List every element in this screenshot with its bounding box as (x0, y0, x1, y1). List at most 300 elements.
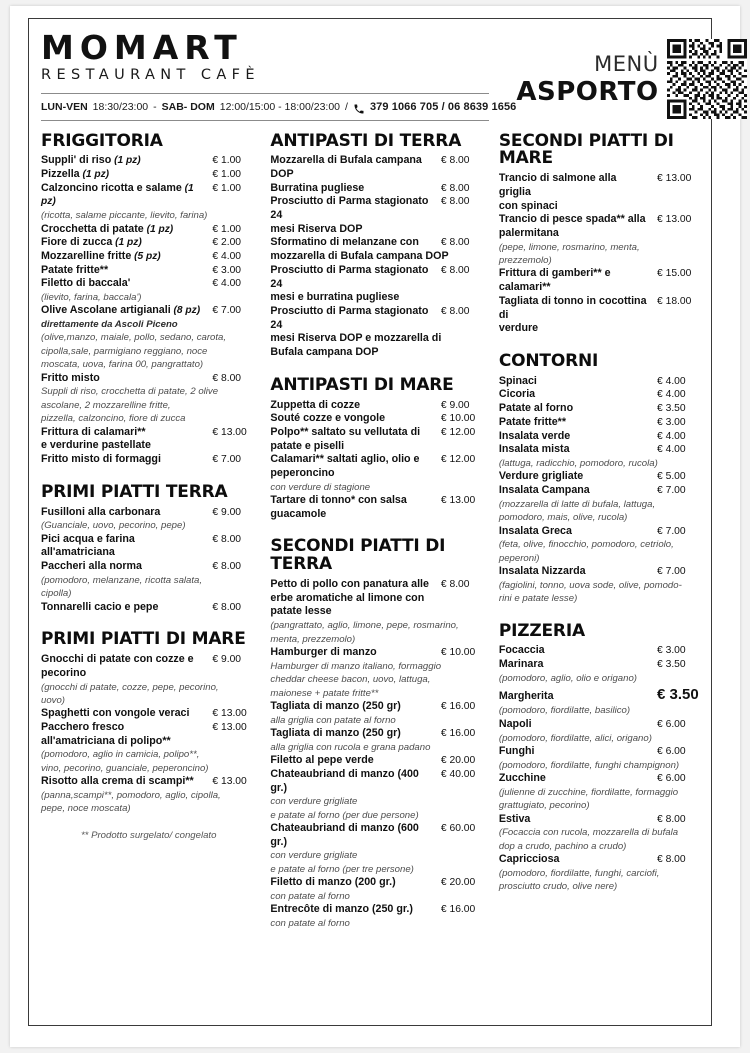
menu-item-label: Tonnarelli cacio e pepe (41, 600, 159, 613)
menu-item-name (41, 154, 141, 168)
menu-item-name (499, 658, 544, 672)
menu-item-name (499, 213, 646, 227)
menu-item-price: € 20.00 (440, 755, 476, 767)
menu-item-description: peperoni) (498, 552, 540, 564)
menu-item (41, 264, 256, 278)
menu-item-name (41, 453, 161, 467)
menu-item-label: Napoli (498, 717, 532, 730)
menu-item-label: Cicoria (498, 388, 536, 401)
menu-footnote: ** Prodotto surgelato/ congelato (80, 829, 217, 841)
menu-item-description: uovo) (41, 694, 65, 706)
menu-item-name-continued: con spinaci (498, 199, 558, 212)
menu-item-description: (fagiolini, tonno, uova sode, olive, pomodo- (498, 579, 682, 591)
menu-item-description: (pomodoro, fiordilatte, funghi, carciofi, (498, 867, 660, 879)
menu-item-price: € 8.00 (212, 561, 242, 573)
menu-item-name (499, 470, 583, 484)
menu-item-price: € 9.00 (212, 654, 242, 666)
menu-item (499, 172, 701, 199)
menu-item-label: Tagliata di manzo (250 gr) (270, 699, 401, 712)
menu-item (499, 718, 701, 732)
menu-item-name (499, 644, 545, 658)
menu-item (41, 372, 256, 386)
menu-item-name (499, 525, 572, 539)
menu-item-price: € 3.50 (657, 686, 699, 704)
menu-item-price: € 3.00 (657, 645, 686, 657)
menu-item-price: € 16.00 (440, 700, 476, 712)
menu-item-price: € 3.00 (212, 264, 242, 276)
menu-item-description: ascolane, 2 mozzarelline fritte, (41, 399, 171, 411)
menu-item-label: Insalata verde (498, 429, 571, 442)
menu-item-price: € 13.00 (212, 722, 247, 734)
menu-item-price: € 1.00 (212, 182, 242, 194)
menu-item-name (499, 388, 535, 402)
menu-item-label: Polpo** saltato su vellutata di (270, 425, 421, 438)
menu-item-description: (pomodoro, fiordilatte, basilico) (498, 705, 631, 717)
menu-item (270, 154, 484, 181)
menu-item-description: alla griglia con patate al forno (270, 714, 396, 726)
menu-item (41, 775, 256, 789)
hours-time-weekend: 12:00/15:00 - 18:00/23:00 (219, 100, 341, 113)
menu-item-description: (pomodoro, fiordilatte, alici, origano) (498, 732, 652, 744)
menu-item-price: € 13.00 (657, 214, 692, 226)
menu-item (270, 768, 484, 795)
section-title: SECONDI PIATTI DI TERRA (270, 536, 446, 575)
menu-item-description: (pomodoro, aglio, olio e origano) (498, 672, 638, 684)
menu-item-description: (ricotta, salame piccante, lievito, farina) (41, 210, 208, 222)
menu-item-name-continued: mozzarella di Bufala campana DOP (270, 250, 449, 263)
menu-item-price: € 8.00 (440, 182, 470, 194)
menu-item-quantity: (1 pz) (41, 182, 194, 208)
menu-item-description: prezzemolo) (498, 255, 552, 267)
menu-item-label: Funghi (498, 744, 535, 757)
menu-item-name (270, 195, 434, 222)
menu-item-description: cipolla,sale, parmigiano reggiano, noce (41, 345, 208, 357)
menu-item-name (270, 494, 406, 508)
menu-item-label: Insalata Greca (498, 524, 572, 537)
menu-item-name (41, 506, 160, 520)
menu-item-name (499, 772, 546, 786)
hours-separator-2: / (345, 100, 348, 113)
menu-column-3 (491, 130, 701, 1013)
menu-item-price: € 3.00 (657, 416, 686, 428)
menu-item-label: Spinaci (498, 374, 537, 387)
menu-item-price: € 3.50 (657, 403, 686, 415)
qr-code-icon[interactable] (667, 39, 747, 119)
menu-item-label: Tartare di tonno* con salsa (270, 494, 407, 507)
menu-item-quantity: (1 pz) (112, 237, 142, 249)
menu-item-quantity: (8 pz) (170, 305, 201, 317)
menu-item-price: € 4.00 (657, 375, 686, 387)
menu-column-2 (262, 130, 490, 1013)
header-right-block (516, 27, 748, 119)
menu-item-price: € 6.00 (657, 773, 686, 785)
menu-item-price: € 6.00 (657, 718, 686, 730)
menu-label: MENÙ (594, 51, 659, 76)
menu-item (41, 533, 256, 560)
menu-item-description: (pomodoro, melanzane, ricotta salata, (41, 574, 203, 586)
menu-item (270, 236, 484, 250)
menu-item-description: con verdure di stagione (270, 481, 371, 493)
section-title: ANTIPASTI DI MARE (270, 374, 454, 395)
menu-item (270, 305, 484, 332)
menu-item-price: € 13.00 (212, 426, 247, 438)
menu-item-name-continued: all'amatriciana di polipo** (41, 734, 171, 747)
menu-item-description: con verdure grigliate (270, 796, 358, 808)
menu-item (270, 754, 484, 768)
menu-item-description: (pomodoro, fiordilatte, funghi champignon) (498, 759, 680, 771)
menu-item-price: € 4.00 (657, 430, 686, 442)
menu-item-price: € 16.00 (440, 728, 476, 740)
menu-item (499, 430, 701, 444)
menu-item-price: € 9.00 (440, 399, 470, 411)
menu-item-name-continued: patate e piselli (270, 439, 345, 452)
section-title: PIZZERIA (498, 620, 585, 641)
menu-item-price: € 8.00 (440, 264, 470, 276)
menu-item-price: € 4.00 (657, 389, 686, 401)
menu-item-name-continued: Bufala campana DOP (270, 345, 379, 358)
menu-item-price: € 15.00 (657, 268, 692, 280)
menu-item-price: € 40.00 (440, 768, 476, 780)
menu-item-description: dop a crudo, pachino a crudo) (498, 840, 627, 852)
menu-item-description: maionese + patate fritte** (270, 687, 379, 699)
menu-item-label: Hamburger di manzo (270, 646, 377, 659)
menu-item (499, 402, 701, 416)
menu-item (270, 453, 484, 467)
menu-item-label: Patate fritte** (498, 415, 566, 428)
menu-item-name (499, 295, 651, 322)
menu-item-name (270, 727, 400, 741)
menu-item-price: € 13.00 (657, 173, 692, 185)
menu-item-label: Crocchetta di patate (41, 222, 144, 235)
menu-item-name (270, 646, 376, 660)
menu-item-price: € 13.00 (212, 776, 247, 788)
menu-item-name (270, 453, 419, 467)
menu-item-name-continued: guacamole (270, 507, 327, 520)
menu-item (270, 646, 484, 660)
menu-item-name (499, 430, 570, 444)
menu-item (499, 295, 701, 322)
menu-item-label: Zucchine (498, 772, 546, 785)
menu-item-label: Risotto alla crema di scampi** (41, 775, 194, 788)
menu-item-label: Sformatino di melanzane con (270, 236, 419, 249)
menu-item (499, 685, 701, 704)
menu-item (499, 853, 701, 867)
menu-item-label: Insalata Campana (498, 483, 590, 496)
menu-item-label: Insalata mista (498, 443, 570, 456)
menu-item (499, 443, 701, 457)
menu-item-description: pepe, noce moscata) (41, 803, 131, 815)
menu-item-name (41, 372, 100, 386)
menu-item-price: € 10.00 (440, 647, 476, 659)
menu-item (270, 264, 484, 291)
header-divider-top (41, 93, 489, 94)
menu-item-name (499, 565, 586, 579)
menu-item-quantity: (1 pz) (79, 169, 110, 181)
menu-item-name (41, 168, 109, 182)
menu-item-name-continued: peperoncino (270, 466, 335, 479)
menu-item-price: € 10.00 (440, 413, 476, 425)
menu-item (499, 375, 701, 389)
menu-item-price: € 5.00 (657, 471, 686, 483)
menu-item-label: Paccheri alla norma (41, 560, 142, 573)
menu-item-price: € 20.00 (440, 877, 476, 889)
menu-item-description: prosciutto crudo, olive nere) (498, 881, 618, 893)
menu-item-name (270, 412, 385, 426)
menu-item (41, 707, 256, 721)
menu-column-1 (41, 130, 262, 1013)
menu-item-description: alla griglia con rucola e grana padano (270, 741, 431, 753)
menu-item-name (499, 690, 554, 704)
menu-item-price: € 2.00 (212, 237, 242, 249)
menu-item-label: Marinara (498, 658, 544, 671)
menu-item (499, 213, 701, 227)
menu-item-quantity: (1 pz) (111, 155, 141, 167)
menu-item-name (499, 813, 531, 827)
menu-item-description: cheddar cheese bacon, uovo, lattuga, (270, 674, 431, 686)
menu-item (270, 700, 484, 714)
menu-item-price: € 7.00 (212, 305, 242, 317)
menu-item-name-continued: pecorino (41, 666, 87, 679)
menu-item-label: Fritto misto di formaggi (41, 453, 161, 466)
menu-item-name (41, 707, 189, 721)
menu-item (270, 727, 484, 741)
menu-item (270, 822, 484, 849)
menu-item-description: con patate al forno (270, 918, 350, 930)
menu-item-price: € 8.00 (440, 237, 470, 249)
menu-item-name (270, 236, 418, 250)
menu-item-name-continued: verdure (498, 322, 539, 335)
menu-item-name (41, 601, 158, 615)
menu-item-name (41, 250, 161, 264)
menu-item (499, 658, 701, 672)
hours-separator-1: - (153, 100, 157, 113)
menu-item-name (499, 443, 570, 457)
menu-item-name (270, 305, 434, 332)
menu-item (41, 506, 256, 520)
menu-item-name (41, 653, 194, 667)
menu-item-label: Estiva (498, 812, 531, 825)
menu-item-name (270, 264, 434, 291)
menu-item-name (270, 182, 364, 196)
menu-item-price: € 4.00 (212, 278, 242, 290)
menu-item-price: € 8.00 (440, 155, 470, 167)
menu-item-description: (mozzarella di latte di bufala, lattuga, (498, 498, 656, 510)
menu-item (270, 494, 484, 508)
menu-item-name (41, 721, 124, 735)
menu-item-label: Mozzarella di Bufala campana DOP (270, 154, 422, 181)
menu-item-price: € 8.00 (212, 533, 242, 545)
phone-icon (353, 103, 365, 115)
menu-item-label: Tagliata di manzo (250 gr) (270, 727, 401, 740)
menu-item-description: (julienne di zucchine, fiordilatte, formaggio (498, 786, 679, 798)
menu-item-price: € 6.00 (657, 745, 686, 757)
menu-item-label: Calamari** saltati aglio, olio e (270, 453, 420, 466)
menu-item-subtitle: direttamente da Ascoli Piceno (41, 319, 178, 331)
menu-item-description: (pepe, limone, rosmarino, menta, (498, 241, 640, 253)
menu-item-label: Verdure grigliate (498, 470, 584, 483)
menu-header (41, 27, 701, 121)
menu-item-description: (gnocchi di patate, cozze, pepe, pecorino, (41, 681, 219, 693)
menu-item (41, 560, 256, 574)
menu-item-price: € 8.00 (440, 579, 470, 591)
menu-item-label: Insalata Nizzarda (498, 565, 586, 578)
menu-item-description: moscata, uova, farina 00, pangrattato) (41, 359, 204, 371)
menu-item-description: cipolla) (41, 588, 72, 600)
menu-item-description: con patate al forno (270, 891, 350, 902)
menu-item-price: € 12.00 (440, 454, 476, 466)
header-divider-bottom (41, 120, 489, 121)
menu-item-label: Patate fritte** (41, 263, 109, 276)
asporto-label: ASPORTO (516, 76, 659, 107)
menu-item-label: Trancio di pesce spada** alla (498, 213, 646, 226)
menu-item (41, 168, 256, 182)
menu-item-description: grattugiato, pecorino) (498, 800, 590, 812)
menu-item-name (270, 754, 373, 768)
menu-item-name (41, 236, 142, 250)
menu-item-name-continued: erbe aromatiche al limone con (270, 591, 425, 604)
menu-item (270, 426, 484, 440)
menu-item-label: Zuppetta di cozze (270, 398, 361, 411)
menu-item-price: € 7.00 (657, 566, 686, 578)
section-title: PRIMI PIATTI DI MARE (41, 629, 246, 650)
menu-item-name (499, 416, 566, 430)
menu-item-description: (olive,manzo, maiale, pollo, sedano, carota, (41, 332, 227, 344)
menu-item-name (270, 822, 434, 849)
menu-item-description: e patate al forno (per due persone) (270, 809, 419, 821)
menu-item-name-continued: e verdurine pastellate (41, 439, 151, 452)
menu-sheet (28, 18, 712, 1026)
menu-item-name (41, 223, 173, 237)
menu-item-label: Filetto di manzo (200 gr.) (270, 876, 396, 889)
menu-item-label: Prosciutto di Parma stagionato 24 (270, 263, 429, 290)
menu-item-description: (Guanciale, uovo, pecorino, pepe) (41, 520, 186, 532)
menu-item-price: € 13.00 (212, 708, 247, 720)
menu-item-name (270, 903, 413, 917)
menu-columns (41, 130, 701, 1013)
menu-title-block (516, 51, 659, 107)
menu-item-description: e patate al forno (per tre persone) (270, 863, 414, 875)
menu-item-name (499, 718, 532, 732)
menu-page (10, 6, 740, 1047)
hours-line (41, 101, 516, 113)
menu-item-description: (lievito, farina, baccala') (41, 291, 142, 303)
menu-item (270, 195, 484, 222)
menu-item-label: Margherita (498, 690, 554, 703)
menu-item-name (270, 578, 429, 592)
menu-item-label: Prosciutto di Parma stagionato 24 (270, 195, 429, 222)
menu-item-price: € 4.00 (657, 444, 686, 456)
menu-item-quantity: (1 pz) (143, 223, 174, 235)
menu-item-price: € 8.00 (212, 372, 242, 384)
menu-item-name (499, 267, 651, 294)
menu-item-name (499, 484, 590, 498)
menu-item (270, 399, 484, 413)
menu-item-label: Filetto al pepe verde (270, 754, 374, 767)
menu-item-description: (pangrattato, aglio, limone, pepe, rosmarino, (270, 620, 459, 632)
menu-item-label: Petto di pollo con panatura alle (270, 578, 429, 591)
menu-item-name (270, 876, 395, 890)
menu-item-price: € 8.00 (440, 196, 470, 208)
menu-item (270, 903, 484, 917)
menu-item-description: Hamburger di manzo italiano, formaggio (270, 660, 442, 672)
menu-item (499, 565, 701, 579)
menu-item-description: vino, pecorino, guanciale, peperoncino) (41, 762, 209, 774)
menu-item (41, 236, 256, 250)
menu-item-name (499, 172, 651, 199)
menu-item-label: Fiore di zucca (41, 236, 113, 249)
section-title: ANTIPASTI DI TERRA (270, 130, 462, 151)
brand-block (41, 27, 516, 121)
menu-item-name (499, 853, 560, 867)
section-title: SECONDI PIATTI DI MARE (498, 130, 674, 169)
menu-item-label: Trancio di salmone alla griglia (498, 172, 617, 198)
menu-item-quantity: (5 pz) (131, 250, 161, 262)
menu-item-name-continued: mesi Riserva DOP (270, 222, 363, 235)
menu-item-name (499, 402, 573, 416)
menu-item-label: Spaghetti con vongole veraci (41, 707, 190, 720)
menu-item-name-continued: patate lesse (270, 605, 332, 618)
menu-item-label: Olive Ascolane artigianali (41, 304, 171, 317)
menu-item-price: € 9.00 (212, 506, 242, 518)
menu-item-name (41, 533, 206, 560)
menu-item-label: Suppli' di riso (41, 154, 112, 167)
hours-days-weekday: LUN-VEN (41, 100, 88, 113)
menu-item-name-continued: palermitana (498, 226, 559, 239)
menu-item-label: Gnocchi di patate con cozze e (41, 653, 194, 666)
menu-item-label: Prosciutto di Parma stagionato 24 (270, 304, 429, 331)
menu-item-description: (pomodoro, aglio in camicia, polipo**, (41, 749, 200, 761)
menu-item-price: € 4.00 (212, 250, 242, 262)
menu-item (499, 813, 701, 827)
menu-item-price: € 12.00 (440, 426, 476, 438)
menu-item (499, 416, 701, 430)
menu-item-label: Pici acqua e farina all'amatriciana (41, 532, 135, 559)
menu-item (499, 644, 701, 658)
menu-item-label: Chateaubriand di manzo (400 gr.) (270, 767, 419, 794)
menu-item-price: € 18.00 (657, 295, 692, 307)
menu-item-label: Patate al forno (498, 402, 574, 415)
menu-item (41, 154, 256, 168)
menu-item-price: € 1.00 (212, 223, 242, 235)
menu-item-price: € 60.00 (440, 823, 476, 835)
menu-item-label: Tagliata di tonno in cocottina di (498, 294, 647, 321)
menu-item (499, 484, 701, 498)
menu-item-label: Mozzarelline fritte (41, 249, 132, 262)
menu-item (270, 876, 484, 890)
menu-item-name (41, 560, 142, 574)
menu-item (41, 653, 256, 667)
menu-item (41, 277, 256, 291)
menu-item (499, 470, 701, 484)
menu-item-name-continued: mesi Riserva DOP e mozzarella di (270, 332, 442, 345)
menu-item-name (41, 426, 146, 440)
menu-item-price: € 7.00 (657, 484, 686, 496)
menu-item-label: Frittura di gamberi** e calamari** (498, 267, 611, 294)
menu-item-price: € 3.50 (657, 659, 686, 671)
menu-item-name-continued: mesi e burratina pugliese (270, 291, 400, 304)
menu-item-description: pizzella, calzoncino, fiore di zucca (41, 413, 186, 425)
phone-numbers[interactable]: 379 1066 705 / 06 8639 1656 (369, 100, 517, 113)
menu-item-price: € 8.00 (212, 601, 242, 613)
menu-item-description: con verdure grigliate (270, 850, 358, 862)
menu-item-description: rini e patate lesse) (498, 593, 578, 605)
menu-item-label: Fusilloni alla carbonara (41, 505, 161, 518)
menu-item-name (499, 375, 537, 389)
menu-item (499, 388, 701, 402)
menu-item (499, 525, 701, 539)
menu-item-description: pomodoro, mais, olive, rucola) (498, 512, 628, 524)
menu-item-name (270, 700, 400, 714)
